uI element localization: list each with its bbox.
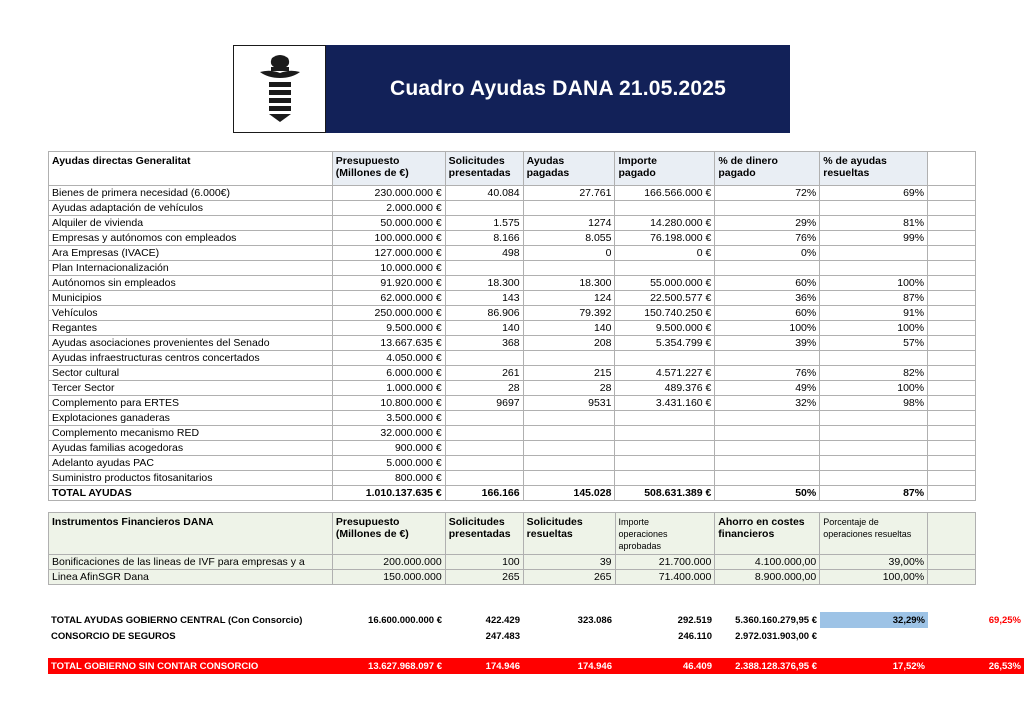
cell-pct-dinero: 36% bbox=[715, 291, 820, 306]
row-label: Suministro productos fitosanitarios bbox=[49, 471, 333, 486]
cell-importe bbox=[615, 471, 715, 486]
cell-solicitudes bbox=[445, 411, 523, 426]
table-header-row bbox=[49, 152, 976, 186]
table-row bbox=[49, 306, 976, 321]
table-row bbox=[49, 456, 976, 471]
cell-pct-dinero bbox=[715, 441, 820, 456]
cell-pct-dinero: 60% bbox=[715, 276, 820, 291]
total-pagadas: 145.028 bbox=[523, 486, 615, 501]
cell-pagadas bbox=[523, 456, 615, 471]
total-importe: 508.631.389 € bbox=[615, 486, 715, 501]
cell-pct-resueltas: 100% bbox=[820, 276, 928, 291]
cell-ahorro-costes: 4.100.000,00 bbox=[715, 555, 820, 570]
cell-pagadas bbox=[523, 411, 615, 426]
cell-solicitudes: 9697 bbox=[445, 396, 523, 411]
row-label: Linea AfinSGR Dana bbox=[49, 570, 333, 585]
cell-spacer bbox=[928, 321, 976, 336]
total-gobierno-pct-resueltas: 26,53% bbox=[928, 658, 1024, 674]
cell-solicitudes bbox=[445, 441, 523, 456]
cell-presupuesto: 230.000.000 € bbox=[332, 186, 445, 201]
cell-importe bbox=[615, 261, 715, 276]
col-header-pct-dinero-pagado: % de dinero pagado bbox=[715, 152, 820, 186]
cell-pagadas: 140 bbox=[523, 321, 615, 336]
col-header-ahorro-costes-financieros: Ahorro en costes financieros bbox=[715, 513, 820, 555]
row-label: Ayudas familias acogedoras bbox=[49, 441, 333, 456]
cell-spacer bbox=[928, 471, 976, 486]
cell-presupuesto: 250.000.000 € bbox=[332, 306, 445, 321]
cell-pagadas: 9531 bbox=[523, 396, 615, 411]
cell-solicitudes bbox=[445, 456, 523, 471]
cell-pct-dinero bbox=[715, 351, 820, 366]
cell-pct-resueltas bbox=[820, 261, 928, 276]
row-label: Alquiler de vivienda bbox=[49, 216, 333, 231]
table-row bbox=[49, 381, 976, 396]
cell-spacer bbox=[928, 246, 976, 261]
cell-pct-resueltas bbox=[820, 441, 928, 456]
cell-importe: 5.354.799 € bbox=[615, 336, 715, 351]
cell-pct-resueltas: 100% bbox=[820, 321, 928, 336]
row-label: Ara Empresas (IVACE) bbox=[49, 246, 333, 261]
cell-pct-dinero bbox=[715, 471, 820, 486]
cell-pagadas: 0 bbox=[523, 246, 615, 261]
cell-spacer bbox=[928, 570, 976, 585]
cell-importe bbox=[615, 411, 715, 426]
cell-pct-dinero: 60% bbox=[715, 306, 820, 321]
cell-pct-resueltas: 69% bbox=[820, 186, 928, 201]
cell-pagadas bbox=[523, 201, 615, 216]
row-label: Complemento mecanismo RED bbox=[49, 426, 333, 441]
generalitat-valenciana-coat-of-arms-icon bbox=[233, 45, 326, 133]
instrumentos-financieros-table-wrap bbox=[48, 512, 976, 585]
total-label: TOTAL AYUDAS bbox=[49, 486, 333, 501]
cell-pagadas: 208 bbox=[523, 336, 615, 351]
table-row bbox=[49, 426, 976, 441]
col-header-ayudas-pagadas: Ayudas pagadas bbox=[523, 152, 615, 186]
table-row bbox=[49, 336, 976, 351]
col-header-concept: Ayudas directas Generalitat bbox=[49, 152, 333, 186]
cell-pagadas bbox=[523, 261, 615, 276]
cell-solicitudes bbox=[445, 471, 523, 486]
col-header-porcentaje-operaciones-resueltas: Porcentaje de operaciones resueltas bbox=[820, 513, 928, 555]
cell-pagadas bbox=[523, 441, 615, 456]
summary-ahorro: 2.972.031.903,00 € bbox=[735, 630, 817, 642]
cell-presupuesto: 13.667.635 € bbox=[332, 336, 445, 351]
cell-presupuesto: 100.000.000 € bbox=[332, 231, 445, 246]
spacer bbox=[48, 644, 1024, 658]
total-presupuesto: 1.010.137.635 € bbox=[332, 486, 445, 501]
cell-presupuesto: 2.000.000 € bbox=[332, 201, 445, 216]
table-row bbox=[49, 366, 976, 381]
table-row bbox=[49, 411, 976, 426]
total-gobierno-pct-dinero: 17,52% bbox=[820, 658, 928, 674]
cell-presupuesto: 200.000.000 bbox=[332, 555, 445, 570]
cell-pagadas: 215 bbox=[523, 366, 615, 381]
cell-pagadas: 27.761 bbox=[523, 186, 615, 201]
col-header-solicitudes-resueltas: Solicitudes resueltas bbox=[523, 513, 615, 555]
cell-presupuesto: 150.000.000 bbox=[332, 570, 445, 585]
row-label: Complemento para ERTES bbox=[49, 396, 333, 411]
cell-presupuesto: 50.000.000 € bbox=[332, 216, 445, 231]
cell-spacer bbox=[928, 381, 976, 396]
cell-pagadas bbox=[523, 351, 615, 366]
cell-pct-dinero bbox=[715, 411, 820, 426]
cell-presupuesto: 5.000.000 € bbox=[332, 456, 445, 471]
col-header-importe-pagado: Importe pagado bbox=[615, 152, 715, 186]
cell-importe-operaciones: 21.700.000 bbox=[615, 555, 715, 570]
cell-spacer bbox=[928, 186, 976, 201]
cell-presupuesto: 800.000 € bbox=[332, 471, 445, 486]
cell-pagadas: 8.055 bbox=[523, 231, 615, 246]
table-row bbox=[49, 186, 976, 201]
cell-pct-resueltas: 81% bbox=[820, 216, 928, 231]
cell-spacer bbox=[928, 426, 976, 441]
cell-solicitudes: 86.906 bbox=[445, 306, 523, 321]
cell-pct-resueltas bbox=[820, 201, 928, 216]
row-label: Ayudas adaptación de vehículos bbox=[49, 201, 333, 216]
cell-pct-dinero bbox=[715, 426, 820, 441]
cell-presupuesto: 900.000 € bbox=[332, 441, 445, 456]
cell-pct-resueltas: 82% bbox=[820, 366, 928, 381]
total-gobierno-label: TOTAL GOBIERNO SIN CONTAR CONSORCIO bbox=[48, 658, 332, 674]
cell-importe: 0 € bbox=[615, 246, 715, 261]
cell-solicitudes: 8.166 bbox=[445, 231, 523, 246]
cell-pct-dinero: 0% bbox=[715, 246, 820, 261]
col-header-presupuesto: Presupuesto (Millones de €) bbox=[332, 513, 445, 555]
total-solicitudes: 166.166 bbox=[445, 486, 523, 501]
cell-pct-resueltas: 91% bbox=[820, 306, 928, 321]
cell-pct-resueltas bbox=[820, 351, 928, 366]
cell-pct-dinero bbox=[715, 456, 820, 471]
table-row bbox=[49, 246, 976, 261]
summary-ahorro: 5.360.160.279,95 € bbox=[735, 614, 817, 626]
table-row bbox=[49, 261, 976, 276]
row-label: Bienes de primera necesidad (6.000€) bbox=[49, 186, 333, 201]
cell-importe: 76.198.000 € bbox=[615, 231, 715, 246]
col-header-solicitudes-presentadas: Solicitudes presentadas bbox=[445, 152, 523, 186]
cell-spacer bbox=[928, 261, 976, 276]
cell-presupuesto: 3.500.000 € bbox=[332, 411, 445, 426]
cell-porcentaje-resueltas: 39,00% bbox=[820, 555, 928, 570]
cell-solicitudes-resueltas: 265 bbox=[523, 570, 615, 585]
table-row bbox=[49, 201, 976, 216]
total-pct-resueltas: 87% bbox=[820, 486, 928, 501]
cell-spacer bbox=[928, 306, 976, 321]
cell-solicitudes bbox=[445, 351, 523, 366]
cell-solicitudes: 1.575 bbox=[445, 216, 523, 231]
cell-solicitudes: 368 bbox=[445, 336, 523, 351]
cell-porcentaje-resueltas: 100,00% bbox=[820, 570, 928, 585]
summary-solicitudes: 422.429 bbox=[485, 614, 520, 626]
cell-importe: 150.740.250 € bbox=[615, 306, 715, 321]
summary-presupuesto: 16.600.000.000 € bbox=[368, 614, 442, 626]
cell-solicitudes: 40.084 bbox=[445, 186, 523, 201]
cell-importe bbox=[615, 441, 715, 456]
row-label: Explotaciones ganaderas bbox=[49, 411, 333, 426]
row-label: Adelanto ayudas PAC bbox=[49, 456, 333, 471]
cell-solicitudes-presentadas: 100 bbox=[445, 555, 523, 570]
cell-solicitudes: 143 bbox=[445, 291, 523, 306]
summary-presupuesto bbox=[332, 628, 445, 644]
cell-importe bbox=[615, 456, 715, 471]
cell-spacer bbox=[928, 201, 976, 216]
cell-presupuesto: 127.000.000 € bbox=[332, 246, 445, 261]
total-gobierno-importe: 46.409 bbox=[615, 658, 715, 674]
cell-pct-resueltas: 57% bbox=[820, 336, 928, 351]
total-gobierno-resueltas: 174.946 bbox=[523, 658, 615, 674]
col-header-pct-ayudas-resueltas: % de ayudas resueltas bbox=[820, 152, 928, 186]
cell-solicitudes-resueltas: 39 bbox=[523, 555, 615, 570]
cell-pct-dinero: 100% bbox=[715, 321, 820, 336]
summary-importe: 246.110 bbox=[678, 630, 712, 642]
col-header-spacer bbox=[928, 513, 976, 555]
cell-spacer bbox=[928, 351, 976, 366]
summary-pct-resueltas bbox=[928, 628, 1024, 644]
summary-resueltas bbox=[523, 628, 615, 644]
total-pct-dinero: 50% bbox=[715, 486, 820, 501]
table-row bbox=[49, 471, 976, 486]
table-header-row bbox=[49, 513, 976, 555]
cell-presupuesto: 91.920.000 € bbox=[332, 276, 445, 291]
col-header-instrumento: Instrumentos Financieros DANA bbox=[49, 513, 333, 555]
table-row bbox=[49, 555, 976, 570]
instrumentos-financieros-dana-table bbox=[48, 512, 976, 585]
cell-importe bbox=[615, 201, 715, 216]
row-label: Ayudas asociaciones provenientes del Senado bbox=[49, 336, 333, 351]
total-gobierno-solicitudes: 174.946 bbox=[445, 658, 523, 674]
summary-pct-dinero bbox=[820, 628, 928, 644]
row-label: Autónomos sin empleados bbox=[49, 276, 333, 291]
cell-pct-dinero: 49% bbox=[715, 381, 820, 396]
summary-table bbox=[48, 612, 1024, 674]
cell-spacer bbox=[928, 336, 976, 351]
cell-pct-resueltas: 98% bbox=[820, 396, 928, 411]
cell-spacer bbox=[928, 486, 976, 501]
cell-pagadas bbox=[523, 426, 615, 441]
cell-spacer bbox=[928, 291, 976, 306]
table-row bbox=[49, 276, 976, 291]
coat-of-arms-svg bbox=[252, 52, 308, 126]
cell-importe: 9.500.000 € bbox=[615, 321, 715, 336]
cell-importe: 4.571.227 € bbox=[615, 366, 715, 381]
row-label: Tercer Sector bbox=[49, 381, 333, 396]
summary-label: CONSORCIO DE SEGUROS bbox=[51, 630, 176, 642]
cell-solicitudes bbox=[445, 261, 523, 276]
cell-spacer bbox=[928, 231, 976, 246]
cell-pct-dinero: 76% bbox=[715, 366, 820, 381]
summary-solicitudes: 247.483 bbox=[485, 630, 520, 642]
col-header-solicitudes-presentadas: Solicitudes presentadas bbox=[445, 513, 523, 555]
cell-presupuesto: 4.050.000 € bbox=[332, 351, 445, 366]
cell-presupuesto: 1.000.000 € bbox=[332, 381, 445, 396]
cell-importe: 489.376 € bbox=[615, 381, 715, 396]
cell-pct-dinero: 72% bbox=[715, 186, 820, 201]
cell-pct-resueltas bbox=[820, 471, 928, 486]
row-label: Vehículos bbox=[49, 306, 333, 321]
cell-solicitudes: 18.300 bbox=[445, 276, 523, 291]
cell-pct-dinero: 76% bbox=[715, 231, 820, 246]
cell-presupuesto: 10.000.000 € bbox=[332, 261, 445, 276]
cell-importe bbox=[615, 351, 715, 366]
ayudas-directas-table-wrap bbox=[48, 151, 976, 501]
cell-solicitudes: 498 bbox=[445, 246, 523, 261]
cell-solicitudes: 261 bbox=[445, 366, 523, 381]
cell-importe: 55.000.000 € bbox=[615, 276, 715, 291]
cell-presupuesto: 32.000.000 € bbox=[332, 426, 445, 441]
page-title: Cuadro Ayudas DANA 21.05.2025 bbox=[389, 77, 727, 100]
row-label: Ayudas infraestructuras centros concertados bbox=[49, 351, 333, 366]
cell-pct-dinero bbox=[715, 261, 820, 276]
cell-pct-resueltas: 99% bbox=[820, 231, 928, 246]
cell-importe: 3.431.160 € bbox=[615, 396, 715, 411]
summary-pct-resueltas: 69,25% bbox=[988, 614, 1021, 626]
summary-spacer-row bbox=[48, 644, 1024, 658]
cell-pct-resueltas bbox=[820, 246, 928, 261]
cell-solicitudes-presentadas: 265 bbox=[445, 570, 523, 585]
col-header-presupuesto: Presupuesto (Millones de €) bbox=[332, 152, 445, 186]
cell-importe: 14.280.000 € bbox=[615, 216, 715, 231]
col-header-spacer bbox=[928, 152, 976, 186]
cell-importe: 166.566.000 € bbox=[615, 186, 715, 201]
col-header-importe-operaciones-aprobadas: Importe operaciones aprobadas bbox=[615, 513, 715, 555]
cell-presupuesto: 62.000.000 € bbox=[332, 291, 445, 306]
ayudas-directas-generalitat-table bbox=[48, 151, 976, 501]
cell-solicitudes bbox=[445, 201, 523, 216]
cell-pct-resueltas: 87% bbox=[820, 291, 928, 306]
cell-importe-operaciones: 71.400.000 bbox=[615, 570, 715, 585]
cell-pagadas: 28 bbox=[523, 381, 615, 396]
cell-pagadas: 124 bbox=[523, 291, 615, 306]
row-label: Bonificaciones de las lineas de IVF para empresas y a bbox=[49, 555, 333, 570]
cell-pct-dinero: 32% bbox=[715, 396, 820, 411]
table-row bbox=[49, 291, 976, 306]
summary-row bbox=[48, 612, 1024, 628]
summary-importe: 292.519 bbox=[677, 614, 712, 626]
cell-presupuesto: 6.000.000 € bbox=[332, 366, 445, 381]
row-label: Plan Internacionalización bbox=[49, 261, 333, 276]
document-header bbox=[233, 45, 790, 133]
cell-solicitudes: 28 bbox=[445, 381, 523, 396]
total-gobierno-presupuesto: 13.627.968.097 € bbox=[332, 658, 445, 674]
table-row bbox=[49, 441, 976, 456]
cell-spacer bbox=[928, 441, 976, 456]
cell-presupuesto: 10.800.000 € bbox=[332, 396, 445, 411]
cell-importe: 22.500.577 € bbox=[615, 291, 715, 306]
cell-pagadas bbox=[523, 471, 615, 486]
summary-label: TOTAL AYUDAS GOBIERNO CENTRAL (Con Consorcio) bbox=[51, 614, 303, 626]
row-label: Municipios bbox=[49, 291, 333, 306]
cell-ahorro-costes: 8.900.000,00 bbox=[715, 570, 820, 585]
cell-pct-resueltas bbox=[820, 456, 928, 471]
table-row bbox=[49, 216, 976, 231]
table-row bbox=[49, 396, 976, 411]
cell-presupuesto: 9.500.000 € bbox=[332, 321, 445, 336]
cell-pagadas: 1274 bbox=[523, 216, 615, 231]
cell-importe bbox=[615, 426, 715, 441]
cell-solicitudes: 140 bbox=[445, 321, 523, 336]
summary-row bbox=[48, 628, 1024, 644]
cell-spacer bbox=[928, 216, 976, 231]
cell-spacer bbox=[928, 276, 976, 291]
row-label: Regantes bbox=[49, 321, 333, 336]
table-total-row bbox=[49, 486, 976, 501]
total-gobierno-ahorro: 2.388.128.376,95 € bbox=[715, 658, 820, 674]
cell-pct-dinero: 39% bbox=[715, 336, 820, 351]
cell-pct-dinero bbox=[715, 201, 820, 216]
table-row bbox=[49, 351, 976, 366]
summary-pct-dinero: 32,29% bbox=[820, 612, 928, 628]
cell-spacer bbox=[928, 456, 976, 471]
summary-total-row bbox=[48, 658, 1024, 674]
cell-spacer bbox=[928, 396, 976, 411]
cell-pct-resueltas: 100% bbox=[820, 381, 928, 396]
table-row bbox=[49, 321, 976, 336]
cell-pct-resueltas bbox=[820, 426, 928, 441]
cell-pct-dinero: 29% bbox=[715, 216, 820, 231]
document-title-banner bbox=[326, 45, 790, 133]
cell-solicitudes bbox=[445, 426, 523, 441]
table-row bbox=[49, 231, 976, 246]
summary-resueltas: 323.086 bbox=[577, 614, 612, 626]
cell-spacer bbox=[928, 555, 976, 570]
cell-spacer bbox=[928, 411, 976, 426]
row-label: Empresas y autónomos con empleados bbox=[49, 231, 333, 246]
cell-pagadas: 79.392 bbox=[523, 306, 615, 321]
cell-pct-resueltas bbox=[820, 411, 928, 426]
table-row bbox=[49, 570, 976, 585]
gobierno-central-summary bbox=[48, 612, 1024, 674]
row-label: Sector cultural bbox=[49, 366, 333, 381]
cell-pagadas: 18.300 bbox=[523, 276, 615, 291]
cell-spacer bbox=[928, 366, 976, 381]
